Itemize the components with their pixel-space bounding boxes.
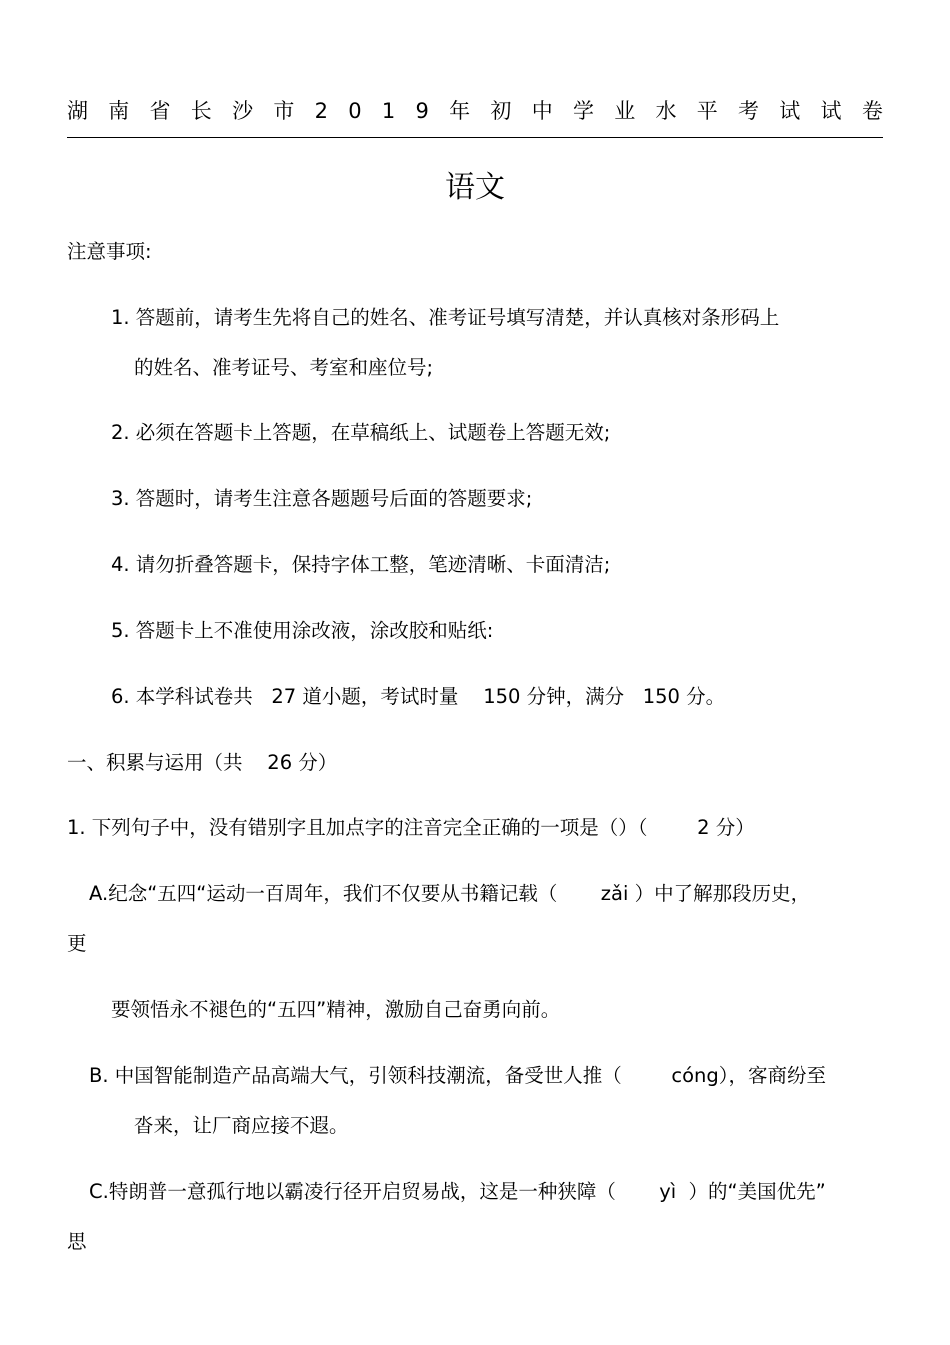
notice-heading: 注意事项: <box>67 240 152 263</box>
header-char: 0 <box>348 99 362 123</box>
header-char: 考 <box>738 99 760 123</box>
header-char: 长 <box>190 99 212 123</box>
option-b-cont: 沓来，让厂商应接不遐。 <box>134 1114 349 1137</box>
subject-title: 语文 <box>445 170 505 205</box>
option-a-cont: 要领悟永不褪色的“五四”精神，激励自己奋勇向前。 <box>111 998 561 1021</box>
header-char: 9 <box>415 99 429 123</box>
header-char: 试 <box>820 99 842 123</box>
header-char: 业 <box>614 99 636 123</box>
header-char: 水 <box>655 99 677 123</box>
notice-item-6: 6. 本学科试卷共 27 道小题，考试时量 150 分钟，满分 150 分。 <box>111 685 726 708</box>
option-c: C.特朗普一意孤行地以霸凌行径开启贸易战，这是一种狭障（ yì ）的“美国优先” <box>89 1180 826 1203</box>
header-char: 湖 <box>67 99 88 123</box>
header-divider <box>67 137 883 138</box>
option-a: A.纪念“五四“运动一百周年，我们不仅要从书籍记载（ zǎi ）中了解那段历史， <box>89 882 811 905</box>
notice-item-2: 2. 必须在答题卡上答题，在草稿纸上、试题卷上答题无效; <box>111 421 611 444</box>
header-char: 沙 <box>232 99 254 123</box>
header-char: 省 <box>149 99 171 123</box>
option-b: B. 中国智能制造产品高端大气，引领科技潮流，备受世人推（ cóng），客商纷至 <box>89 1064 827 1087</box>
header-char: 试 <box>779 99 801 123</box>
question-1-stem: 1. 下列句子中，没有错别字且加点字的注音完全正确的一项是（）（ 2 分） <box>67 816 755 839</box>
header-char: 卷 <box>861 99 883 123</box>
header-char: 1 <box>381 99 396 123</box>
header-char: 学 <box>572 99 594 123</box>
header-char: 南 <box>108 99 130 123</box>
header-char: 初 <box>490 99 512 123</box>
header-char: 中 <box>531 99 553 123</box>
exam-header-title <box>67 96 883 126</box>
option-a-cont: 更 <box>67 932 87 955</box>
section-title: 一、积累与运用（共 26 分） <box>67 751 338 774</box>
notice-item-1: 1. 答题前，请考生先将自己的姓名、准考证号填写清楚，并认真核对条形码上 <box>111 306 780 329</box>
header-char: 年 <box>449 99 471 123</box>
notice-item-3: 3. 答题时，请考生注意各题题号后面的答题要求; <box>111 487 533 510</box>
header-char: 平 <box>696 99 718 123</box>
header-char: 2 <box>314 99 328 123</box>
option-c-cont: 思 <box>67 1230 87 1253</box>
notice-item-5: 5. 答题卡上不准使用涂改液，涂改胶和贴纸: <box>111 619 494 642</box>
notice-item-4: 4. 请勿折叠答题卡，保持字体工整，笔迹清晰、卡面清洁; <box>111 553 611 576</box>
header-char: 市 <box>273 99 295 123</box>
notice-item-1-cont: 的姓名、准考证号、考室和座位号; <box>134 356 434 379</box>
